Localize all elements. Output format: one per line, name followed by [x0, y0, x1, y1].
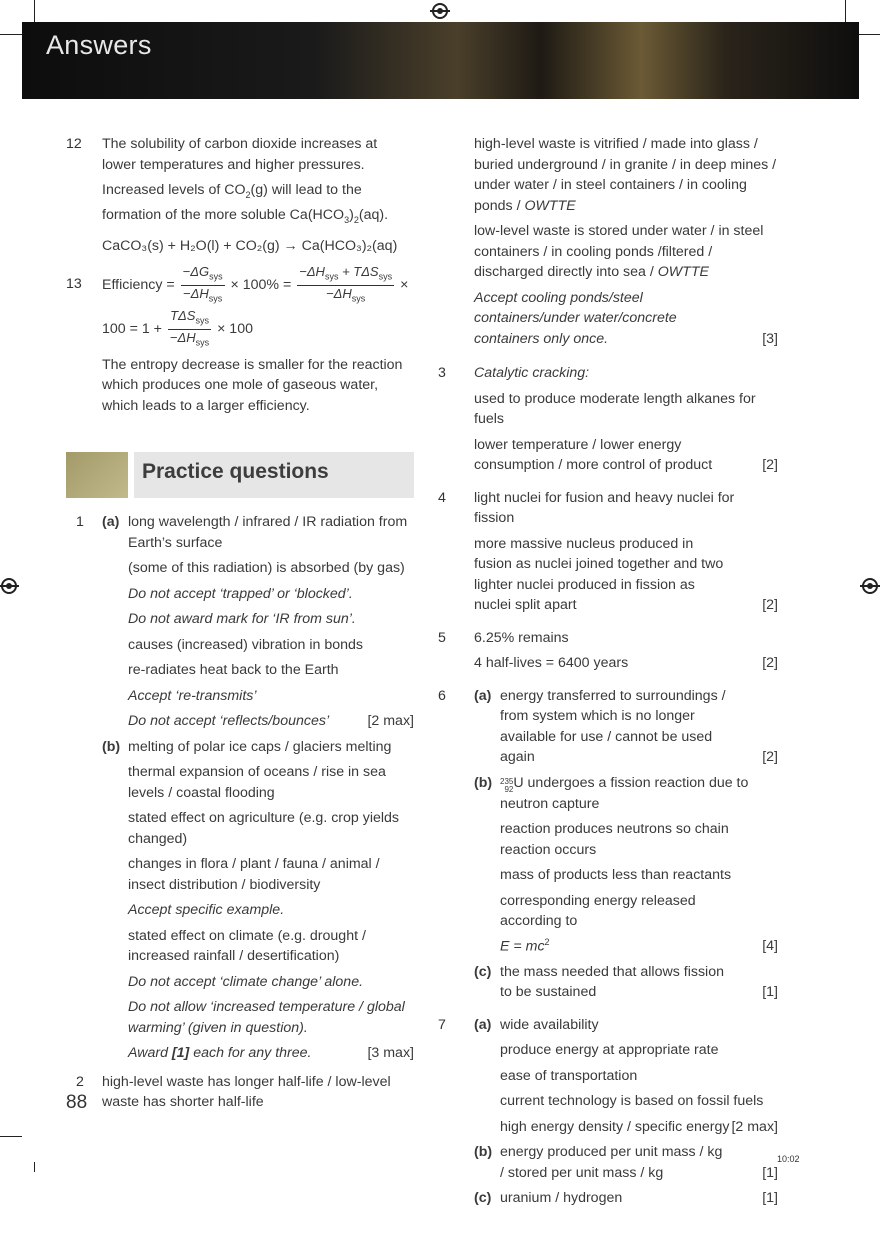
part-label: (c): [474, 1190, 492, 1207]
answer-line: Do not accept ‘climate change’ alone.: [128, 973, 364, 990]
heading-accent-box: [66, 452, 128, 498]
question-2-continued: [438, 134, 778, 349]
practice-questions-heading: [66, 452, 414, 498]
part-a: [474, 1015, 778, 1138]
question-12: [66, 134, 414, 256]
answer-line: Accept cooling ponds/steel containers/under water/concrete containers only once. [3]: [474, 288, 778, 350]
part-label: (b): [102, 738, 121, 755]
answer-line: Catalytic cracking:: [474, 365, 590, 381]
part-label: (b): [474, 1144, 493, 1161]
mark: [2]: [762, 749, 778, 765]
efficiency-equation: Efficiency = $\frac{-\Delta G_{sys}}{-\Delta H_{sys}}$ × 100% = $\frac{-\Delta H_{sys} + T\Delta S_{sys}}{-\Delta H_{sys}}$ ×: [102, 264, 409, 304]
part-b: [102, 737, 414, 1064]
answer-line: low-level waste is stored under water / in steel containers / in cooling ponds /filtered / discharged directly into sea / OWTTE: [474, 223, 764, 280]
page-number: 88: [66, 1092, 88, 1113]
part-b: [474, 1142, 778, 1183]
part-a: [102, 512, 414, 732]
mark: [3]: [762, 330, 778, 347]
answer-line: high energy density / specific energy [2 max]: [500, 1117, 778, 1138]
question-number: 1: [76, 514, 84, 531]
part-a: [474, 686, 778, 768]
answer-line: The solubility of carbon dioxide increases at lower temperatures and higher pressures.: [102, 136, 378, 173]
answer-line: energy produced per unit mass / kg / stored per unit mass / kg [1]: [500, 1142, 778, 1183]
print-timestamp: 10:02: [777, 1154, 800, 1164]
answer-line: corresponding energy released according to $E = mc^2$ [4]: [500, 891, 778, 957]
mark: [2]: [762, 655, 778, 671]
mark: [2]: [762, 597, 778, 613]
answer-line: The entropy decrease is smaller for the reaction which produces one mole of gaseous water, which leads to a larger efficiency.: [102, 356, 403, 414]
part-c: [474, 962, 778, 1003]
part-label: (a): [102, 514, 120, 531]
answer-line: uranium / hydrogen [1]: [500, 1188, 778, 1209]
crop-mark: [858, 34, 880, 35]
question-number: 4: [438, 489, 446, 506]
question-6: [438, 686, 778, 1003]
answer-line: reaction produces neutrons so chain reaction occurs: [500, 821, 729, 858]
registration-mark-icon: [862, 578, 878, 594]
mark: [2 max]: [731, 1118, 778, 1135]
answer-line: Award [1] each for any three. [3 max]: [128, 1043, 414, 1064]
mark: [2 max]: [367, 713, 414, 730]
answer-line: Do not accept ‘trapped’ or ‘blocked’.: [128, 585, 353, 602]
answer-line: Accept ‘re-transmits’: [128, 687, 257, 704]
answer-line: wide availability: [500, 1016, 599, 1033]
crop-mark: [34, 1162, 35, 1172]
question-1: [66, 512, 414, 1064]
answer-line: 6.25% remains: [474, 629, 569, 646]
question-number: 7: [438, 1016, 446, 1033]
answer-line: Do not award mark for ‘IR from sun’.: [128, 611, 356, 628]
answer-line: 4 half-lives = 6400 years [2]: [474, 653, 778, 674]
answer-line: current technology is based on fossil fuels: [500, 1093, 764, 1110]
answer-line: causes (increased) vibration in bonds: [128, 636, 364, 653]
left-column: [66, 134, 414, 1121]
part-c: [474, 1188, 778, 1209]
mark: [3 max]: [367, 1045, 414, 1062]
question-number: 5: [438, 629, 446, 646]
question-3: [438, 363, 778, 476]
mark: [2]: [762, 457, 778, 473]
question-7: [438, 1015, 778, 1209]
section-title: Practice questions: [142, 460, 329, 484]
question-number: 6: [438, 687, 446, 704]
question-number: 12: [66, 136, 82, 152]
mark: [1]: [762, 1164, 778, 1181]
answer-line: Accept specific example.: [128, 902, 285, 919]
answer-line: high-level waste is vitrified / made into glass / buried underground / in granite / in deep mines / under water / in steel containers / in cooling ponds / OWTTE: [474, 136, 777, 214]
question-4: [438, 488, 778, 616]
answer-line: lower temperature / lower energy consumption / more control of product [2]: [474, 435, 778, 476]
part-b: [474, 773, 778, 957]
answer-line: high-level waste has longer half-life / low-level waste has shorter half-life: [102, 1073, 391, 1111]
answer-line: re-radiates heat back to the Earth: [128, 662, 339, 679]
answer-line: ease of transportation: [500, 1067, 638, 1084]
question-number: 2: [76, 1073, 84, 1090]
answer-line: stated effect on climate (e.g. drought / increased rainfall / desertification): [128, 927, 366, 965]
answer-line: energy transferred to surroundings / from system which is no longer available for use / cannot be used again [2]: [500, 686, 778, 768]
crop-mark: [0, 1136, 22, 1137]
part-label: (a): [474, 1016, 492, 1033]
answer-line: 235 92U undergoes a fission reaction due to neutron capture: [500, 774, 749, 812]
answer-line: Increased levels of $CO_2(g)$ will lead to the formation of the more soluble $Ca(HCO_3)_2(aq)$.: [102, 182, 389, 226]
part-label: (a): [474, 687, 492, 704]
mark: [1]: [762, 1190, 778, 1207]
answer-line: used to produce moderate length alkanes for fuels: [474, 390, 756, 427]
page-title: Answers: [46, 30, 152, 60]
question-number: 13: [66, 276, 82, 293]
answer-line: more massive nucleus produced in fusion as nuclei joined together and two lighter nuclei produced in fission as nuclei split apart [2]: [474, 534, 778, 616]
answer-line: Do not allow ‘increased temperature / global warming’ (given in question).: [128, 999, 405, 1036]
part-label: (c): [474, 963, 492, 980]
equation: CaCO₃(s) + H₂O(l) + CO₂(g) → Ca(HCO₃)₂(aq): [102, 237, 398, 254]
answer-line: mass of products less than reactants: [500, 867, 732, 883]
crop-mark: [34, 0, 35, 22]
question-2: [66, 1072, 414, 1113]
answer-line: long wavelength / infrared / IR radiation from Earth’s surface: [128, 514, 408, 551]
answer-line: light nuclei for fusion and heavy nuclei for fission: [474, 489, 735, 526]
mark: [4]: [762, 938, 778, 955]
crop-mark: [845, 0, 846, 22]
answer-line: (some of this radiation) is absorbed (by gas): [128, 560, 405, 577]
right-column: [438, 134, 778, 1217]
answer-line: melting of polar ice caps / glaciers melting: [128, 738, 392, 755]
question-number: 3: [438, 365, 446, 381]
answer-line: the mass needed that allows fission to be sustained [1]: [500, 962, 778, 1003]
answer-line: thermal expansion of oceans / rise in sea levels / coastal flooding: [128, 764, 386, 801]
question-13: [66, 264, 414, 416]
answer-line: stated effect on agriculture (e.g. crop yields changed): [128, 810, 400, 847]
crop-mark: [0, 34, 22, 35]
answer-line: Do not accept ‘reflects/bounces’ [2 max]: [128, 711, 414, 732]
registration-mark-icon: [1, 578, 17, 594]
mark: [1]: [762, 984, 778, 1001]
answer-line: changes in flora / plant / fauna / animal / insect distribution / biodiversity: [128, 856, 380, 893]
answer-line: produce energy at appropriate rate: [500, 1042, 719, 1059]
registration-mark-icon: [432, 3, 448, 19]
efficiency-equation-2: 100 = 1 + $\frac{T\Delta S_{sys}}{-\Delta H_{sys}}$ × 100: [102, 308, 253, 348]
question-5: [438, 628, 778, 674]
part-label: (b): [474, 774, 493, 791]
